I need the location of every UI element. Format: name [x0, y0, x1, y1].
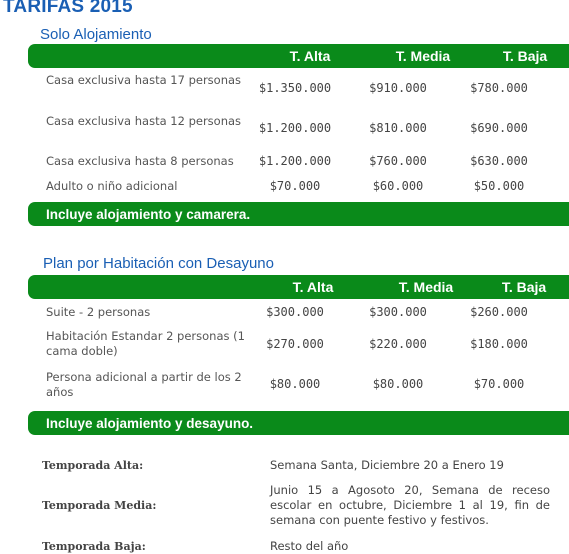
price-alta: $1.350.000: [258, 81, 332, 95]
price-media: $220.000: [369, 337, 427, 351]
season-text-alta: Semana Santa, Diciembre 20 a Enero 19: [270, 458, 504, 472]
price-media: $910.000: [369, 81, 427, 95]
row-name: Casa exclusiva hasta 17 personas: [46, 73, 242, 87]
plan-table-header: [28, 275, 569, 299]
price-alta: $270.000: [266, 337, 324, 351]
row-name: Suite - 2 personas: [46, 305, 151, 319]
price-alta: $80.000: [269, 377, 321, 391]
header-t-baja: T. Baja: [502, 48, 548, 64]
header-t-alta: T. Alta: [292, 279, 334, 295]
section-title-plan: Plan por Habitación con Desayuno: [43, 255, 274, 272]
price-media: $760.000: [369, 154, 427, 168]
plan-note-bar: [28, 411, 569, 435]
price-alta: $1.200.000: [258, 121, 332, 135]
header-t-baja: T. Baja: [501, 279, 547, 295]
section-title-solo: Solo Alojamiento: [40, 26, 152, 43]
price-baja: $180.000: [470, 337, 528, 351]
solo-note-bar: [28, 202, 569, 226]
season-text-baja: Resto del año: [270, 539, 349, 553]
price-baja: $70.000: [473, 377, 525, 391]
price-alta: $1.200.000: [258, 154, 332, 168]
row-name: Habitación Estandar 2 personas (1 cama doble): [46, 329, 245, 358]
header-t-alta: T. Alta: [289, 48, 331, 64]
price-media: $810.000: [369, 121, 427, 135]
price-baja: $690.000: [470, 121, 528, 135]
plan-note: Incluye alojamiento y desayuno.: [46, 415, 254, 431]
season-label-media: Temporada Media:: [42, 499, 157, 512]
price-alta: $70.000: [269, 179, 321, 193]
header-t-media: T. Media: [398, 279, 454, 295]
table-row: [0, 114, 569, 146]
table-row: [0, 329, 569, 361]
solo-note: Incluye alojamiento y camarera.: [46, 206, 251, 222]
season-label-baja: Temporada Baja:: [42, 540, 146, 553]
price-baja: $50.000: [473, 179, 525, 193]
price-baja: $260.000: [470, 305, 528, 319]
table-row: [0, 305, 569, 321]
solo-table-header: [28, 44, 569, 68]
season-label-alta: Temporada Alta:: [42, 459, 144, 472]
row-name: Adulto o niño adicional: [46, 179, 178, 193]
price-media: $300.000: [369, 305, 427, 319]
row-name: Casa exclusiva hasta 8 personas: [46, 154, 234, 168]
price-baja: $780.000: [470, 81, 528, 95]
page-title: TARIFAS 2015: [3, 0, 133, 17]
row-name: Casa exclusiva hasta 12 personas: [46, 114, 242, 128]
season-text-media: Junio 15 a Agosoto 20, Semana de receso escolar en octubre, Diciembre 1 al 19, fin de semana con puente festivo y festivos.: [270, 483, 550, 527]
row-name: Persona adicional a partir de los 2 años: [46, 370, 242, 399]
price-alta: $300.000: [266, 305, 324, 319]
price-baja: $630.000: [470, 154, 528, 168]
header-t-media: T. Media: [395, 48, 451, 64]
table-row: [0, 370, 569, 402]
price-media: $80.000: [372, 377, 424, 391]
table-row: [0, 154, 569, 170]
table-row: [0, 179, 569, 195]
table-row: [0, 73, 569, 105]
price-media: $60.000: [372, 179, 424, 193]
